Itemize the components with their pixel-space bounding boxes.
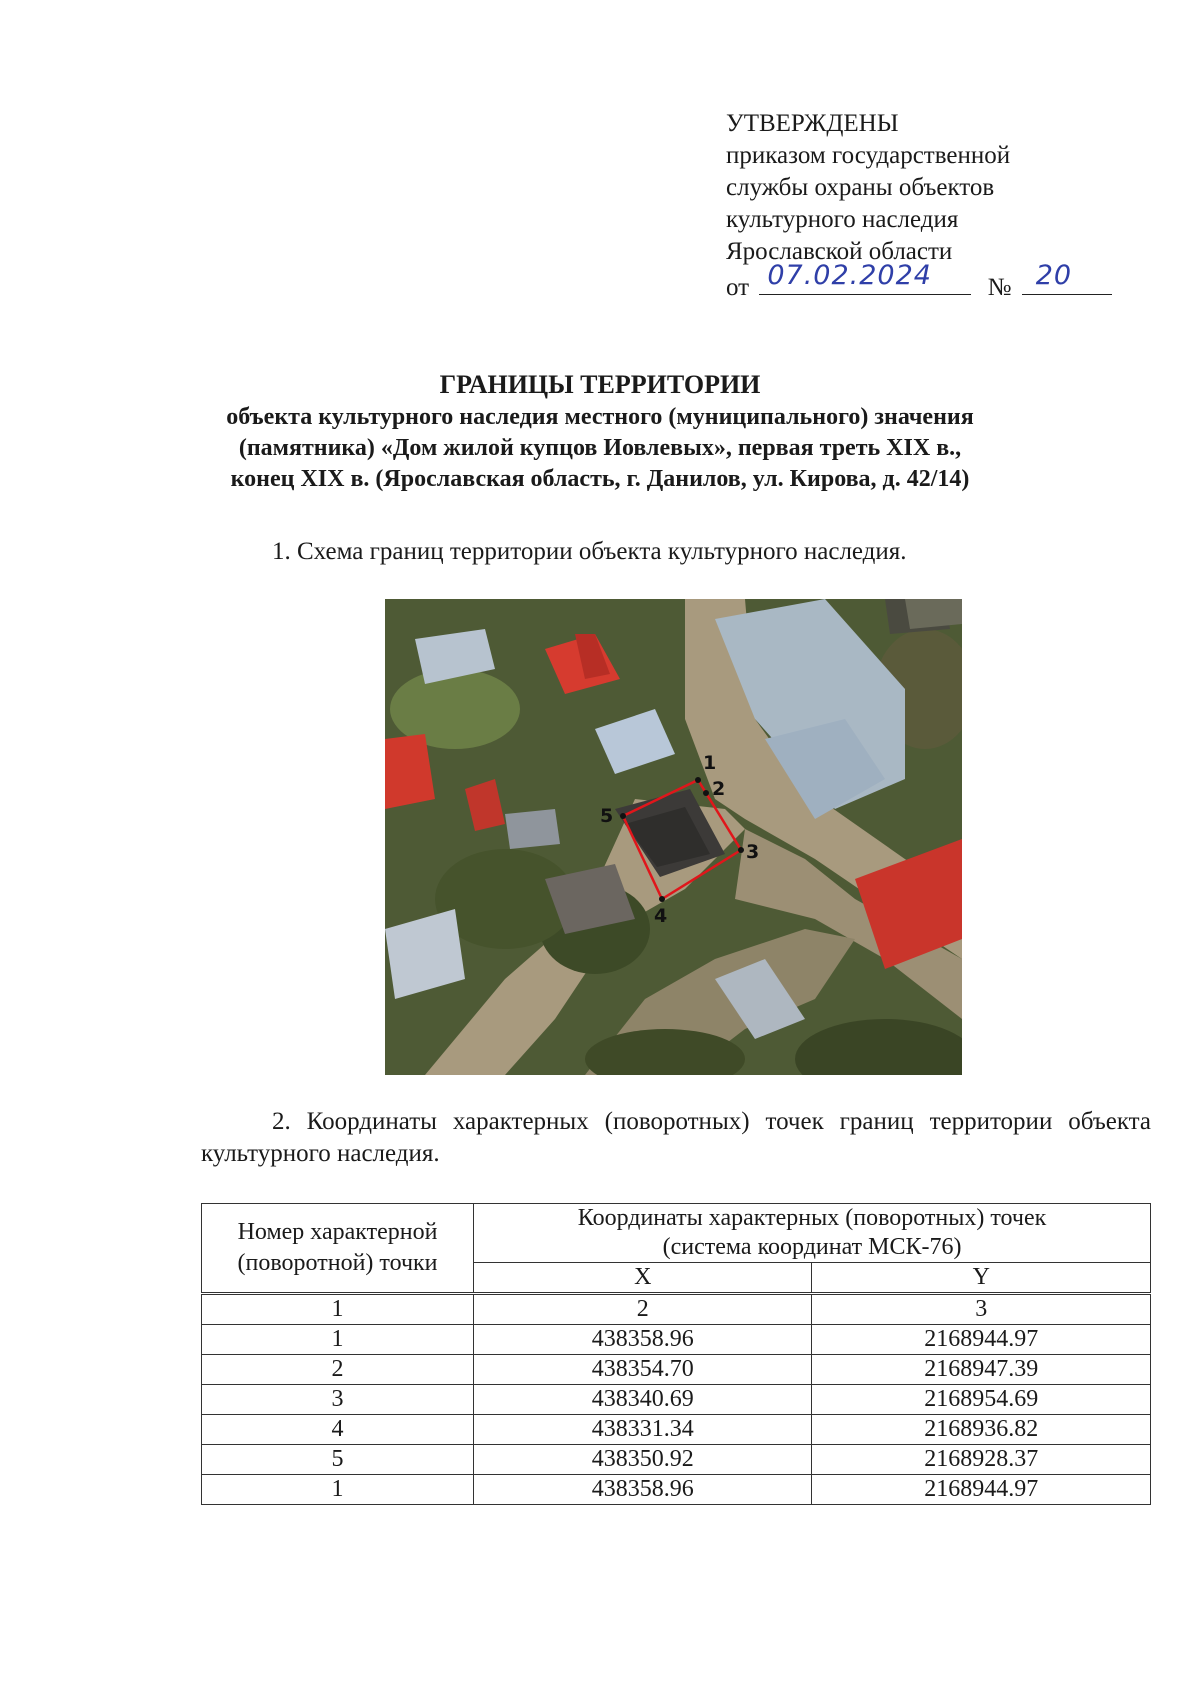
header-coordinates bbox=[474, 1204, 1151, 1263]
approval-line: службы охраны объектов bbox=[726, 174, 995, 201]
number-field bbox=[1022, 260, 1112, 295]
handwritten-date: 07.02.2024 bbox=[767, 260, 932, 291]
approval-line: культурного наследия bbox=[726, 206, 959, 233]
x-cell: 438358.96 bbox=[474, 1325, 812, 1355]
header-coordinates-line: Координаты характерных (поворотных) точек bbox=[577, 1205, 1047, 1231]
x-cell: 438340.69 bbox=[474, 1385, 812, 1415]
table-row bbox=[202, 1475, 1151, 1505]
approval-line: приказом государственной bbox=[726, 142, 1011, 169]
subtitle-line: объекта культурного наследия местного (муниципального) значения bbox=[226, 404, 974, 430]
boundary-point-label: 5 bbox=[600, 805, 614, 827]
date-field bbox=[759, 260, 971, 295]
boundary-point-label: 1 bbox=[703, 752, 717, 774]
point-number-cell: 4 bbox=[202, 1415, 474, 1445]
boundary-point-label: 2 bbox=[712, 778, 726, 800]
table-row bbox=[202, 1355, 1151, 1385]
table-row bbox=[202, 1325, 1151, 1355]
table-row bbox=[202, 1445, 1151, 1475]
point-number-cell: 1 bbox=[202, 1325, 474, 1355]
header-point-number: Номер характерной (поворотной) точки bbox=[202, 1204, 474, 1294]
table-row bbox=[202, 1385, 1151, 1415]
y-cell: 2168936.82 bbox=[812, 1415, 1151, 1445]
section-2-heading: 2. Координаты характерных (поворотных) точек границ территории объекта культурного наследия. bbox=[201, 1108, 1151, 1167]
point-number-cell: 1 bbox=[202, 1475, 474, 1505]
point-number-cell: 5 bbox=[202, 1445, 474, 1475]
x-cell: 438331.34 bbox=[474, 1415, 812, 1445]
number-prefix: № bbox=[987, 274, 1012, 301]
boundary-point-label: 4 bbox=[654, 905, 668, 927]
approval-date-line bbox=[726, 260, 1112, 304]
approval-line: Ярославской области bbox=[726, 238, 953, 265]
table-header-row bbox=[202, 1204, 1151, 1263]
boundary-point-label: 3 bbox=[746, 841, 760, 863]
point-number-cell: 2 bbox=[202, 1355, 474, 1385]
y-cell: 2168954.69 bbox=[812, 1385, 1151, 1415]
y-cell: 2168947.39 bbox=[812, 1355, 1151, 1385]
header-coordinates-line: (система координат МСК-76) bbox=[662, 1234, 962, 1260]
table-row bbox=[202, 1415, 1151, 1445]
column-number: 2 bbox=[474, 1294, 812, 1325]
header-x: X bbox=[474, 1263, 812, 1294]
point-number-cell: 3 bbox=[202, 1385, 474, 1415]
subtitle-line: (памятника) «Дом жилой купцов Иовлевых», первая треть XIX в., bbox=[238, 435, 962, 461]
section-1-heading: 1. Схема границ территории объекта культурного наследия. bbox=[272, 538, 907, 565]
x-cell: 438354.70 bbox=[474, 1355, 812, 1385]
subtitle-line: конец XIX в. (Ярославская область, г. Данилов, ул. Кирова, д. 42/14) bbox=[230, 466, 970, 492]
date-prefix: от bbox=[726, 274, 750, 301]
table-column-number-row bbox=[202, 1294, 1151, 1325]
approval-heading: УТВЕРЖДЕНЫ bbox=[726, 110, 899, 137]
column-number: 3 bbox=[812, 1294, 1151, 1325]
x-cell: 438358.96 bbox=[474, 1475, 812, 1505]
handwritten-number: 20 bbox=[1035, 260, 1073, 291]
boundary-scheme-map bbox=[385, 599, 962, 1075]
y-cell: 2168944.97 bbox=[812, 1475, 1151, 1505]
x-cell: 438350.92 bbox=[474, 1445, 812, 1475]
y-cell: 2168944.97 bbox=[812, 1325, 1151, 1355]
document-title: ГРАНИЦЫ ТЕРРИТОРИИ bbox=[439, 370, 761, 399]
approval-block bbox=[726, 108, 1112, 304]
column-number: 1 bbox=[202, 1294, 474, 1325]
coordinates-table bbox=[201, 1203, 1151, 1505]
document-title-block bbox=[150, 368, 1050, 495]
header-y: Y bbox=[812, 1263, 1151, 1294]
y-cell: 2168928.37 bbox=[812, 1445, 1151, 1475]
